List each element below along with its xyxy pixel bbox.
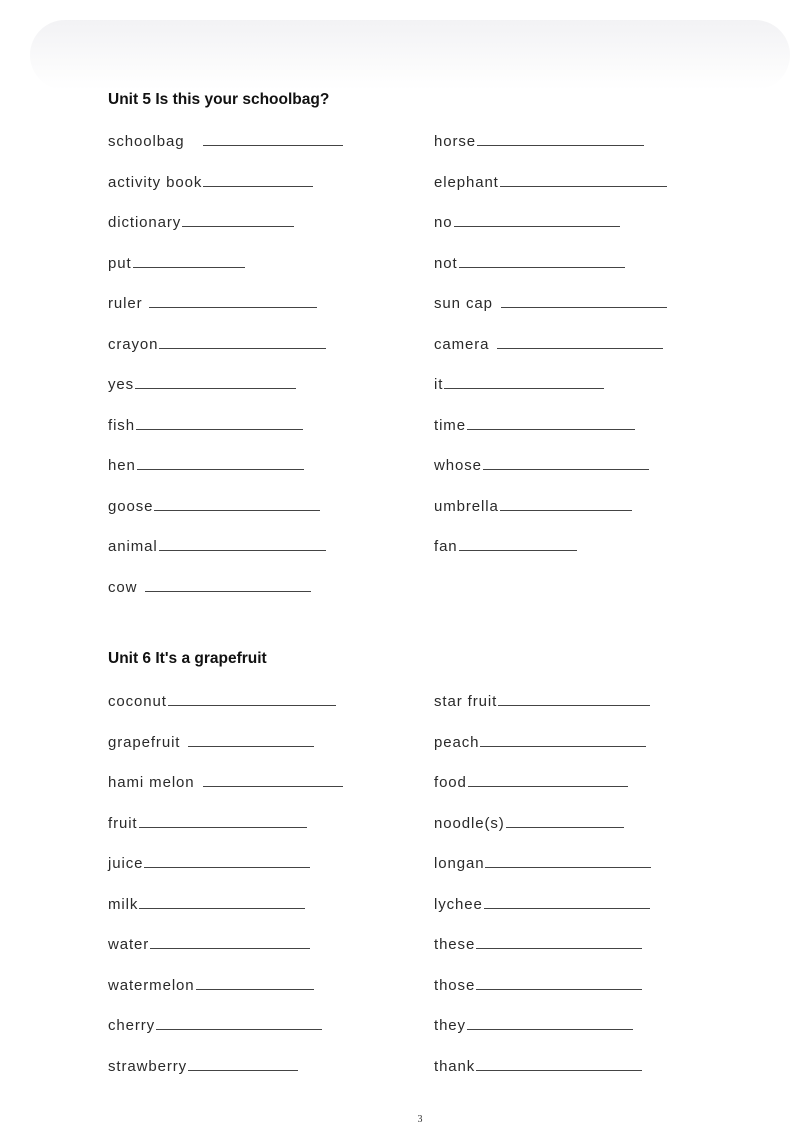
vocab-item: cherry: [108, 1015, 322, 1035]
vocab-item: thank: [434, 1056, 642, 1076]
answer-blank[interactable]: [444, 374, 604, 389]
vocab-item: no: [434, 212, 620, 232]
answer-blank[interactable]: [506, 813, 624, 828]
answer-blank[interactable]: [483, 455, 649, 470]
answer-blank[interactable]: [203, 131, 343, 146]
vocab-item: these: [434, 934, 642, 954]
scan-shadow: [30, 20, 790, 90]
vocab-item: fish: [108, 415, 303, 435]
answer-blank[interactable]: [500, 496, 632, 511]
answer-blank[interactable]: [476, 934, 642, 949]
vocab-item: not: [434, 253, 625, 273]
vocab-item: goose: [108, 496, 320, 516]
vocab-item: horse: [434, 131, 644, 151]
answer-blank[interactable]: [168, 691, 336, 706]
answer-blank[interactable]: [144, 853, 310, 868]
answer-blank[interactable]: [480, 732, 646, 747]
answer-blank[interactable]: [459, 536, 577, 551]
vocab-item: lychee: [434, 894, 650, 914]
vocab-item: fruit: [108, 813, 307, 833]
vocab-item: sun cap: [434, 293, 667, 313]
answer-blank[interactable]: [476, 1056, 642, 1071]
vocab-item: milk: [108, 894, 305, 914]
vocab-item: activity book: [108, 172, 313, 192]
vocab-item: cow: [108, 577, 311, 597]
vocab-item: it: [434, 374, 604, 394]
answer-blank[interactable]: [203, 172, 313, 187]
vocab-item: schoolbag: [108, 131, 343, 151]
answer-blank[interactable]: [459, 253, 625, 268]
answer-blank[interactable]: [136, 415, 303, 430]
vocab-item: animal: [108, 536, 326, 556]
vocab-item: noodle(s): [434, 813, 624, 833]
vocab-item: ruler: [108, 293, 317, 313]
answer-blank[interactable]: [149, 293, 317, 308]
answer-blank[interactable]: [139, 813, 307, 828]
answer-blank[interactable]: [196, 975, 314, 990]
vocab-item: peach: [434, 732, 646, 752]
answer-blank[interactable]: [485, 853, 651, 868]
answer-blank[interactable]: [135, 374, 296, 389]
unit-5-title: Unit 5 Is this your schoolbag?: [108, 91, 330, 108]
vocab-item: crayon: [108, 334, 326, 354]
answer-blank[interactable]: [484, 894, 650, 909]
answer-blank[interactable]: [156, 1015, 322, 1030]
vocab-item: strawberry: [108, 1056, 298, 1076]
vocab-item: longan: [434, 853, 651, 873]
answer-blank[interactable]: [477, 131, 644, 146]
answer-blank[interactable]: [159, 334, 326, 349]
page-number: 3: [417, 1114, 423, 1125]
vocab-item: umbrella: [434, 496, 632, 516]
answer-blank[interactable]: [133, 253, 245, 268]
answer-blank[interactable]: [150, 934, 310, 949]
vocab-item: yes: [108, 374, 296, 394]
answer-blank[interactable]: [498, 691, 650, 706]
answer-blank[interactable]: [145, 577, 311, 592]
answer-blank[interactable]: [159, 536, 326, 551]
vocab-item: elephant: [434, 172, 667, 192]
answer-blank[interactable]: [137, 455, 304, 470]
answer-blank[interactable]: [467, 1015, 633, 1030]
vocab-item: hen: [108, 455, 304, 475]
answer-blank[interactable]: [476, 975, 642, 990]
answer-blank[interactable]: [467, 415, 635, 430]
vocab-item: time: [434, 415, 635, 435]
vocab-item: hami melon: [108, 772, 343, 792]
answer-blank[interactable]: [188, 1056, 298, 1071]
vocab-item: whose: [434, 455, 649, 475]
answer-blank[interactable]: [182, 212, 294, 227]
vocab-item: camera: [434, 334, 663, 354]
vocab-item: those: [434, 975, 642, 995]
answer-blank[interactable]: [500, 172, 667, 187]
answer-blank[interactable]: [154, 496, 320, 511]
answer-blank[interactable]: [203, 772, 343, 787]
answer-blank[interactable]: [497, 334, 663, 349]
vocab-item: fan: [434, 536, 577, 556]
vocab-item: star fruit: [434, 691, 650, 711]
answer-blank[interactable]: [139, 894, 305, 909]
vocab-item: water: [108, 934, 310, 954]
vocab-item: grapefruit: [108, 732, 314, 752]
answer-blank[interactable]: [454, 212, 620, 227]
vocab-item: dictionary: [108, 212, 294, 232]
vocab-item: they: [434, 1015, 633, 1035]
vocab-item: food: [434, 772, 628, 792]
answer-blank[interactable]: [501, 293, 667, 308]
vocab-item: coconut: [108, 691, 336, 711]
vocab-item: watermelon: [108, 975, 314, 995]
unit-6-title: Unit 6 It's a grapefruit: [108, 650, 267, 667]
vocab-item: put: [108, 253, 245, 273]
answer-blank[interactable]: [468, 772, 628, 787]
answer-blank[interactable]: [188, 732, 314, 747]
vocab-item: juice: [108, 853, 310, 873]
